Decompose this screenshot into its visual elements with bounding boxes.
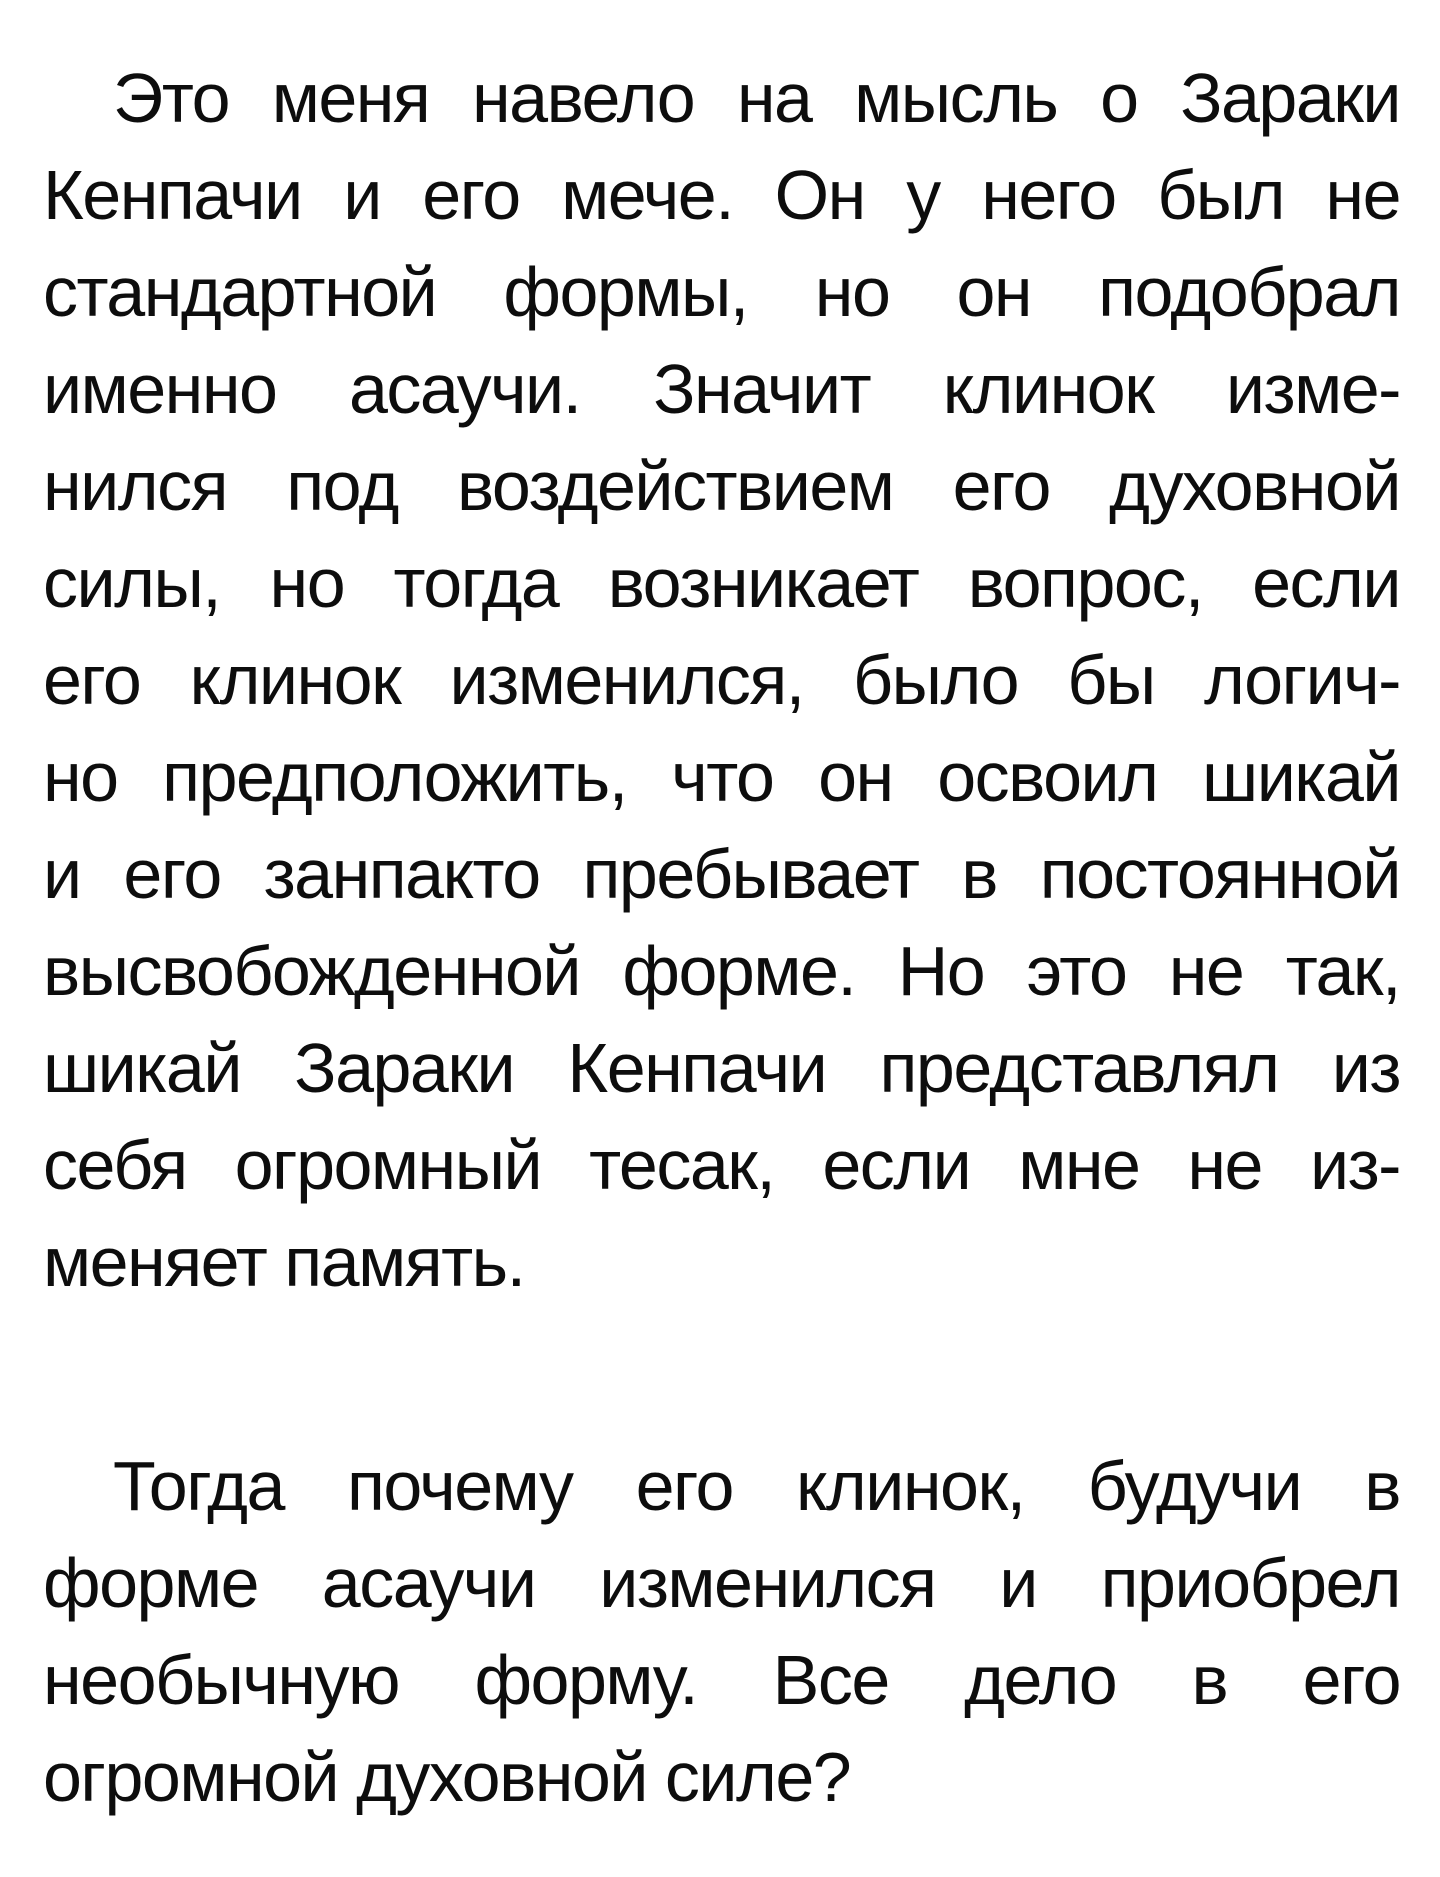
text-line: шикай Зараки Кенпачи представлял из (43, 1029, 1400, 1107)
text-line: меняет память. (43, 1223, 525, 1301)
text-line: именно асаучи. Значит клинок изме- (43, 350, 1400, 428)
text-line: высвобожденной форме. Но это не так, (43, 932, 1400, 1010)
text-line: стандартной формы, но он подобрал (43, 253, 1400, 331)
text-line: и его занпакто пребывает в постоянной (43, 835, 1400, 913)
paragraph-2 (43, 1438, 1400, 1826)
text-line: Тогда почему его клинок, будучи в (113, 1447, 1400, 1525)
text-line: необычную форму. Все дело в его (43, 1641, 1400, 1719)
text-line: огромной духовной силе? (43, 1738, 851, 1816)
text-line: себя огромный тесак, если мне не из- (43, 1126, 1400, 1204)
text-line: нился под воздействием его духовной (43, 447, 1400, 525)
text-line: но предположить, что он освоил шикай (43, 738, 1400, 816)
text-line: Это меня навело на мысль о Зараки (113, 59, 1400, 137)
text-line: форме асаучи изменился и приобрел (43, 1544, 1400, 1622)
text-line: его клинок изменился, было бы логич- (43, 641, 1400, 719)
paragraph-1 (43, 50, 1400, 1311)
text-line: силы, но тогда возникает вопрос, если (43, 544, 1400, 622)
text-line: Кенпачи и его мече. Он у него был не (43, 156, 1400, 234)
